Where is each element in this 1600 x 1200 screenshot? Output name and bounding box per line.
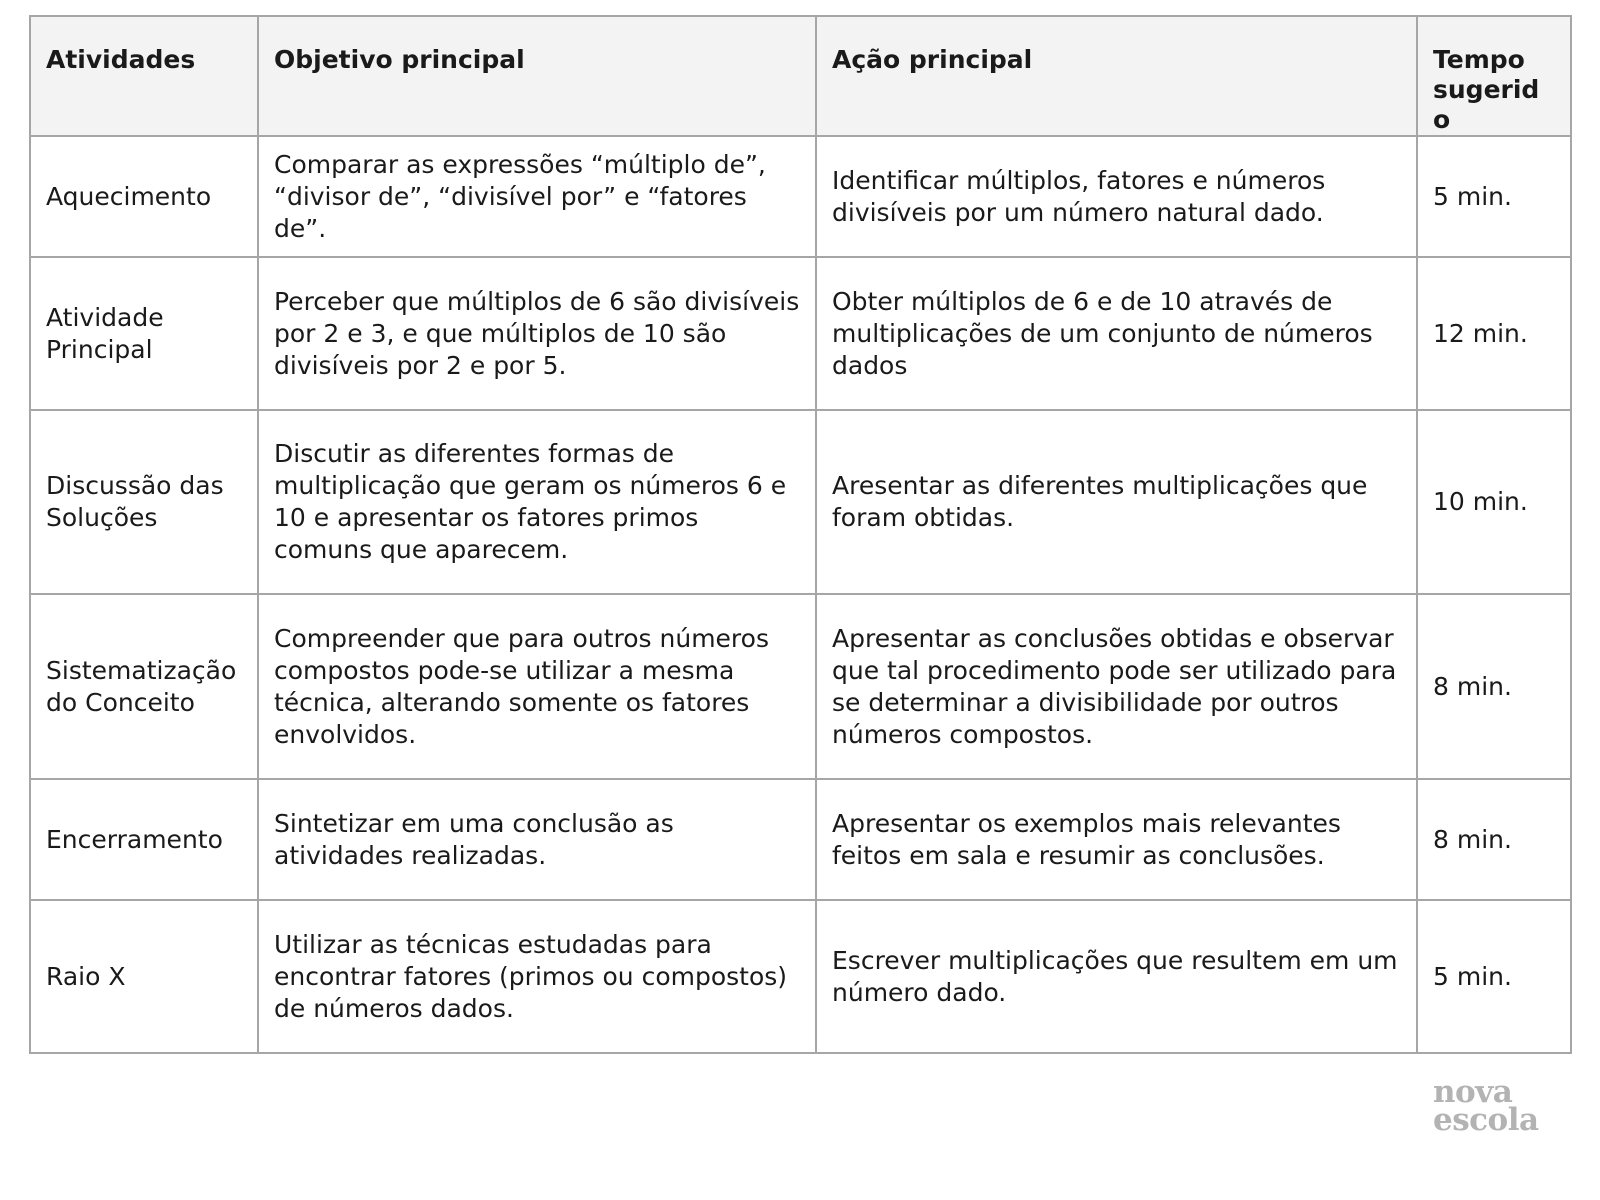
cell-tempo: 8 min. bbox=[1417, 779, 1571, 900]
cell-objetivo: Perceber que múltiplos de 6 são divisíveis por 2 e 3, e que múltiplos de 10 são divisíveis por 2 e por 5. bbox=[258, 257, 816, 410]
header-objetivo-principal: Objetivo principal bbox=[258, 16, 816, 136]
logo-line-nova: nova bbox=[1433, 1074, 1513, 1110]
cell-atividade: Raio X bbox=[30, 900, 258, 1053]
table-row bbox=[30, 257, 1571, 410]
cell-objetivo: Sintetizar em uma conclusão as atividades realizadas. bbox=[258, 779, 816, 900]
cell-acao: Apresentar os exemplos mais relevantes feitos em sala e resumir as conclusões. bbox=[816, 779, 1417, 900]
cell-tempo: 10 min. bbox=[1417, 410, 1571, 594]
cell-atividade: Encerramento bbox=[30, 779, 258, 900]
cell-tempo: 12 min. bbox=[1417, 257, 1571, 410]
header-atividades: Atividades bbox=[30, 16, 258, 136]
cell-acao: Identificar múltiplos, fatores e números divisíveis por um número natural dado. bbox=[816, 136, 1417, 257]
cell-objetivo: Comparar as expressões “múltiplo de”, “divisor de”, “divisível por” e “fatores de”. bbox=[258, 136, 816, 257]
header-acao-principal: Ação principal bbox=[816, 16, 1417, 136]
lesson-plan-table-container bbox=[29, 15, 1570, 1054]
cell-acao: Apresentar as conclusões obtidas e observar que tal procedimento pode ser utilizado para se determinar a divisibilidade por outros números compostos. bbox=[816, 594, 1417, 779]
table-row bbox=[30, 900, 1571, 1053]
cell-objetivo: Utilizar as técnicas estudadas para encontrar fatores (primos ou compostos) de números dados. bbox=[258, 900, 816, 1053]
table-header-row bbox=[30, 16, 1571, 136]
cell-atividade: Sistematização do Conceito bbox=[30, 594, 258, 779]
cell-atividade: Atividade Principal bbox=[30, 257, 258, 410]
cell-atividade: Aquecimento bbox=[30, 136, 258, 257]
table-row bbox=[30, 779, 1571, 900]
cell-atividade: Discussão das Soluções bbox=[30, 410, 258, 594]
logo-line-escola: escola bbox=[1433, 1102, 1539, 1138]
table-row bbox=[30, 410, 1571, 594]
cell-acao: Aresentar as diferentes multiplicações que foram obtidas. bbox=[816, 410, 1417, 594]
table-row bbox=[30, 136, 1571, 257]
cell-objetivo: Discutir as diferentes formas de multiplicação que geram os números 6 e 10 e apresentar os fatores primos comuns que aparecem. bbox=[258, 410, 816, 594]
header-tempo-sugerido: Tempo sugerido bbox=[1417, 16, 1571, 136]
cell-tempo: 8 min. bbox=[1417, 594, 1571, 779]
cell-objetivo: Compreender que para outros números compostos pode-se utilizar a mesma técnica, alterando somente os fatores envolvidos. bbox=[258, 594, 816, 779]
lesson-plan-table bbox=[29, 15, 1572, 1054]
cell-acao: Obter múltiplos de 6 e de 10 através de multiplicações de um conjunto de números dados bbox=[816, 257, 1417, 410]
table-row bbox=[30, 594, 1571, 779]
cell-tempo: 5 min. bbox=[1417, 136, 1571, 257]
nova-escola-logo bbox=[1433, 1074, 1553, 1138]
cell-tempo: 5 min. bbox=[1417, 900, 1571, 1053]
cell-acao: Escrever multiplicações que resultem em um número dado. bbox=[816, 900, 1417, 1053]
